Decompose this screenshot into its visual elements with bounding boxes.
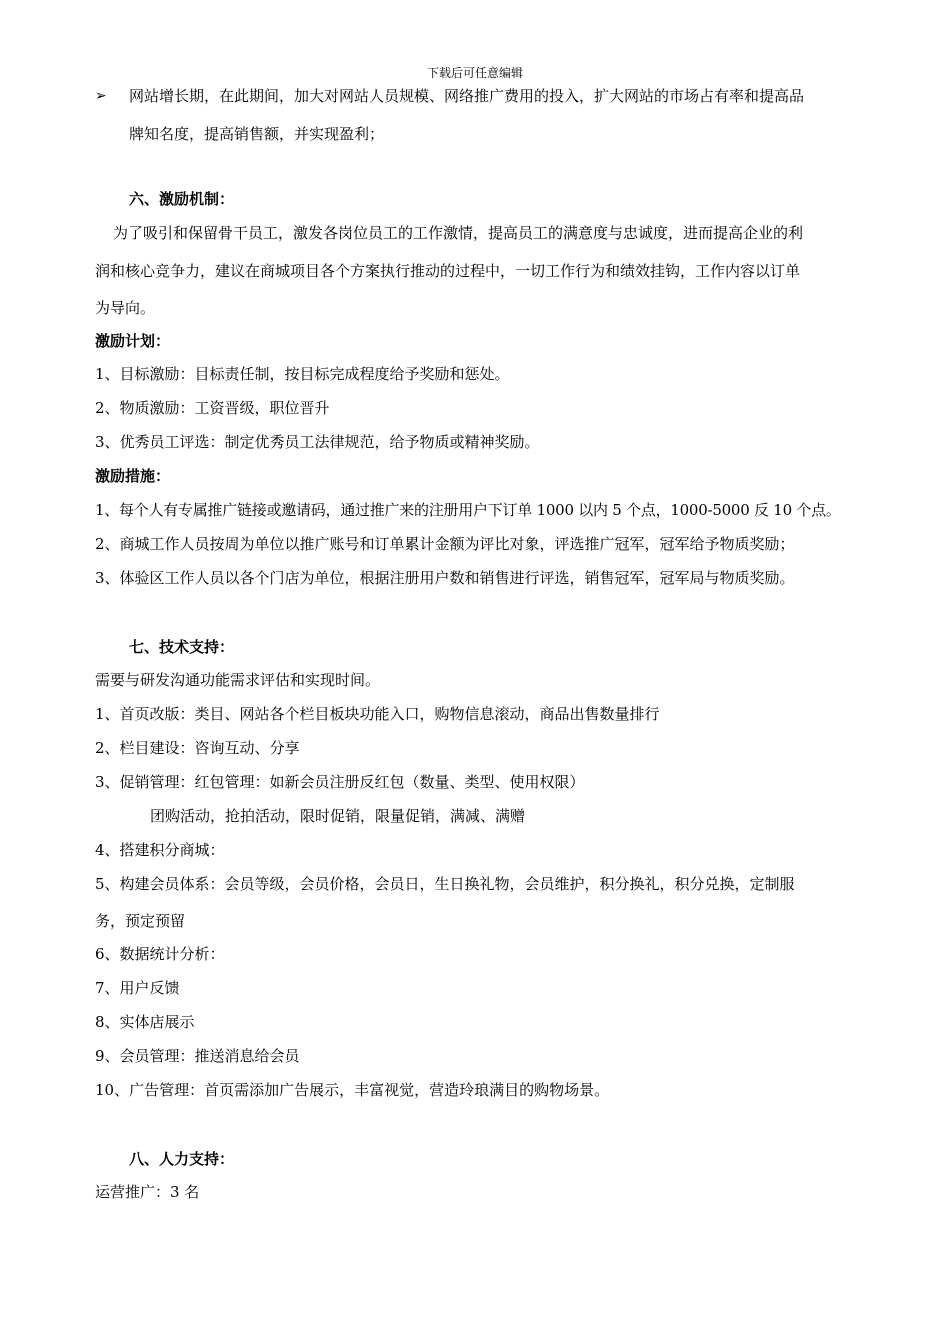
tech-item: 7、用户反馈 (95, 979, 180, 997)
incentive-plan-item: 3、优秀员工评选：制定优秀员工法律规范，给予物质或精神奖励。 (95, 433, 540, 451)
staffing-item: 运营推广：3 名 (95, 1183, 200, 1201)
section-7-intro: 需要与研发沟通功能需求评估和实现时间。 (95, 671, 381, 689)
growth-line-2: 牌知名度，提高销售额，并实现盈利； (129, 125, 385, 143)
section-6-intro-line-3: 为导向。 (95, 299, 156, 317)
section-6-intro-line-1: 为了吸引和保留骨干员工，激发各岗位员工的工作激情，提高员工的满意度与忠诚度，进而提高企业的利 (113, 224, 804, 242)
section-7-heading: 七、技术支持： (129, 638, 235, 656)
tech-item: 8、实体店展示 (95, 1013, 195, 1031)
incentive-measures-title: 激励措施： (95, 467, 171, 485)
section-8-heading: 八、人力支持： (129, 1150, 235, 1168)
tech-item-sub: 团购活动，抢拍活动，限时促销，限量促销，满减、满赠 (150, 807, 526, 825)
tech-item: 4、搭建积分商城： (95, 841, 225, 859)
tech-item: 5、构建会员体系：会员等级，会员价格，会员日，生日换礼物，会员维护，积分换礼，积分兑换，定制服 (95, 875, 795, 893)
section-6-heading: 六、激励机制： (129, 190, 235, 208)
growth-line-1: 网站增长期，在此期间，加大对网站人员规模、网络推广费用的投入，扩大网站的市场占有率和提高品 (129, 87, 805, 105)
incentive-measure-item: 3、体验区工作人员以各个门店为单位，根据注册用户数和销售进行评选，销售冠军，冠军局与物质奖励。 (95, 569, 795, 587)
tech-item: 10、广告管理：首页需添加广告展示，丰富视觉，营造玲琅满目的购物场景。 (95, 1081, 610, 1099)
incentive-measure-item: 2、商城工作人员按周为单位以推广账号和订单累计金额为评比对象，评选推广冠军，冠军给予物质奖励； (95, 535, 795, 553)
tech-item: 2、栏目建设：咨询互动、分享 (95, 739, 300, 757)
tech-item: 9、会员管理：推送消息给会员 (95, 1047, 300, 1065)
incentive-measure-item: 1、每个人有专属推广链接或邀请码，通过推广来的注册用户下订单 1000 以内 5 个点，1000-5000 反 10 个点。 (95, 501, 841, 519)
incentive-plan-item: 2、物质激励：工资晋级，职位晋升 (95, 399, 330, 417)
incentive-plan-item: 1、目标激励：目标责任制，按目标完成程度给予奖励和惩处。 (95, 365, 510, 383)
bullet-arrow-icon: ➢ (95, 88, 107, 104)
tech-item: 3、促销管理：红包管理：如新会员注册反红包（数量、类型、使用权限） (95, 773, 585, 791)
tech-item: 1、首页改版：类目、网站各个栏目板块功能入口，购物信息滚动，商品出售数量排行 (95, 705, 660, 723)
page-header: 下载后可任意编辑 (426, 66, 523, 80)
tech-item: 6、数据统计分析： (95, 945, 225, 963)
incentive-plan-title: 激励计划： (95, 332, 171, 350)
section-6-intro-line-2: 润和核心竞争力，建议在商城项目各个方案执行推动的过程中，一切工作行为和绩效挂钩，工作内容以订单 (95, 262, 801, 280)
tech-item-continuation: 务，预定预留 (95, 912, 186, 930)
